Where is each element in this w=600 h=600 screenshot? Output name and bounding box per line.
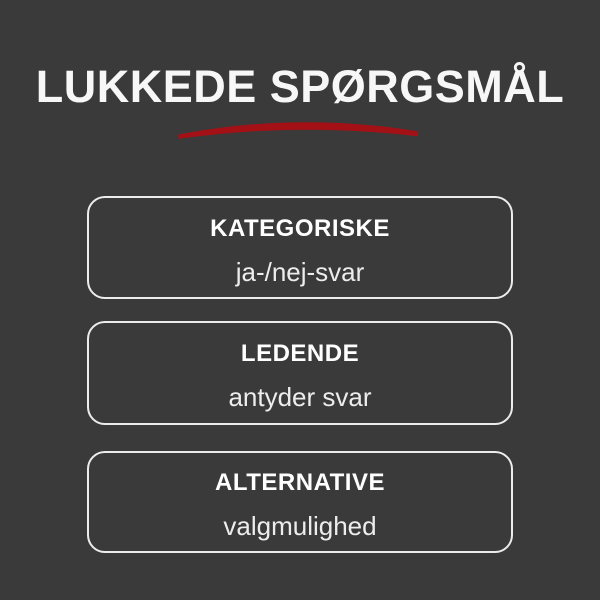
card-heading: LEDENDE (240, 340, 360, 367)
card-ledende (87, 321, 513, 425)
card-description: valgmulighed (223, 511, 377, 541)
page-title: LUKKEDE SPØRGSMÅL (35, 61, 565, 112)
card-heading: ALTERNATIVE (215, 469, 385, 496)
card-heading: KATEGORISKE (210, 214, 390, 242)
card-description: antyder svar (228, 382, 372, 412)
card-description: ja-/nej-svar (235, 256, 365, 287)
card-kategoriske (87, 196, 513, 299)
card-alternative (87, 451, 513, 553)
